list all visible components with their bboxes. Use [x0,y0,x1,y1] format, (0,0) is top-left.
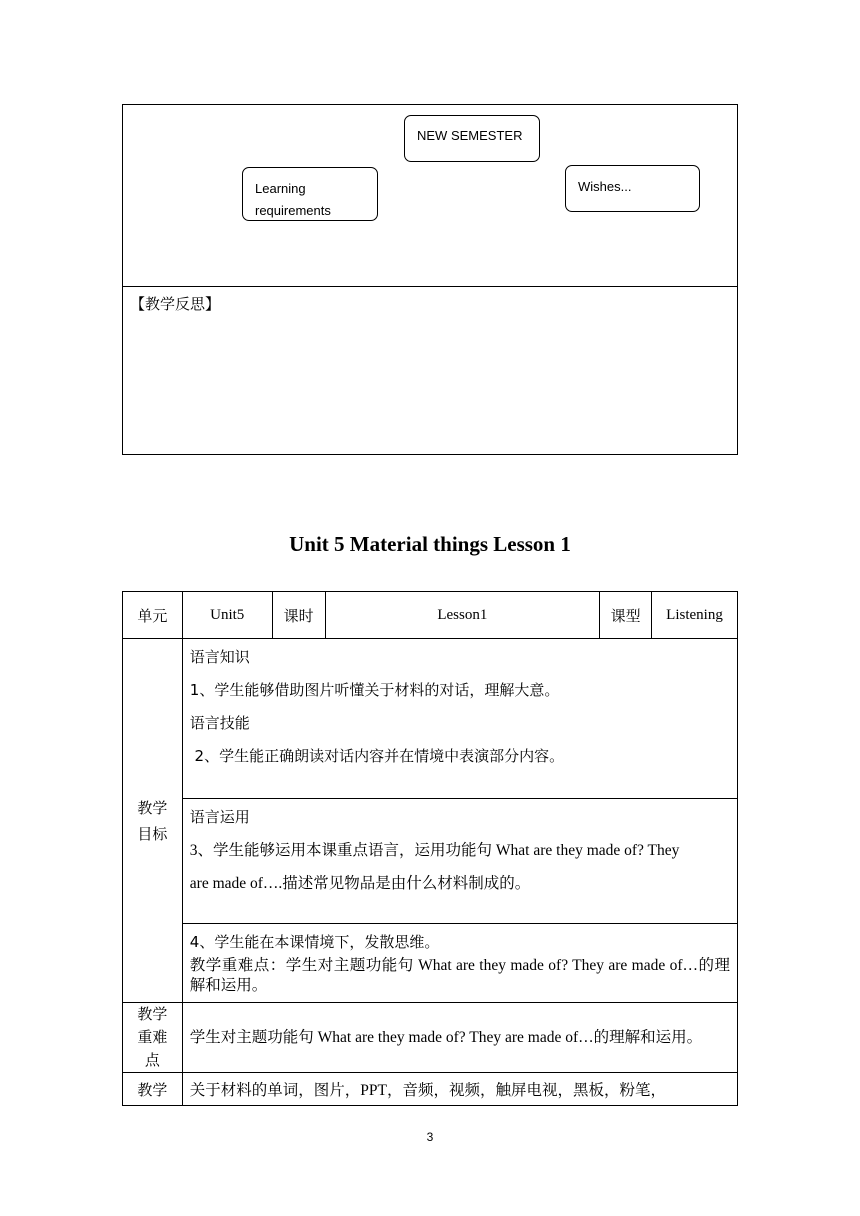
table-divider [122,286,738,287]
key-label [123,1003,183,1073]
thinking-item: 4、学生能在本课情境下，发散思维。 [189,933,440,951]
skills-item: 2、学生能正确朗读对话内容并在情境中表演部分内容。 [189,747,565,765]
reflection-label: 【教学反思】 [130,295,221,313]
objectives-label-line-2: 目标 [137,824,168,843]
knowledge-heading: 语言知识 [189,648,250,666]
mindmap-center-node: NEW SEMESTER [404,115,540,162]
lesson-plan-table [122,591,738,1106]
page-number: 3 [426,1130,434,1144]
usage-heading: 语言运用 [189,808,250,826]
objectives-section-thinking [183,923,737,1002]
type-label: 课型 [600,592,652,639]
skills-heading: 语言技能 [189,714,250,732]
key-text: 学生对主题功能句 What are they made of? They are made of…的理解和运用。 [182,1003,737,1073]
key-point-text: 教学重难点：学生对主题功能句 What are they made of? They are made of…的理解和运用。 [189,957,730,994]
unit-value: Unit5 [182,592,272,639]
key-label-line-1: 教学 [137,1005,168,1023]
objectives-section-knowledge [183,639,737,798]
objectives-label-line-1: 教学 [137,798,168,817]
period-label: 课时 [272,592,325,639]
objectives-cell [182,639,737,1003]
usage-item-line-b: are made of….描述常见物品是由什么材料制成的。 [189,875,531,892]
mindmap-left-node: Learning requirements [242,167,378,221]
unit-label: 单元 [123,592,183,639]
type-value: Listening [652,592,738,639]
knowledge-item: 1、学生能够借助图片听懂关于材料的对话，理解大意。 [189,681,560,699]
key-label-line-2: 重难 [137,1028,168,1046]
objectives-section-usage [183,798,737,923]
resources-text: 关于材料的单词，图片，PPT，音频，视频，触屏电视，黑板，粉笔， [182,1073,737,1106]
key-label-line-3: 点 [144,1051,160,1069]
period-value: Lesson1 [325,592,600,639]
usage-item-line-a: 3、学生能够运用本课重点语言，运用功能句 What are they made of? They [189,842,680,859]
objectives-label [123,639,183,1003]
mindmap-right-node: Wishes... [565,165,700,212]
lesson-title: Unit 5 Material things Lesson 1 [289,532,571,556]
resources-label: 教学 [123,1073,183,1106]
